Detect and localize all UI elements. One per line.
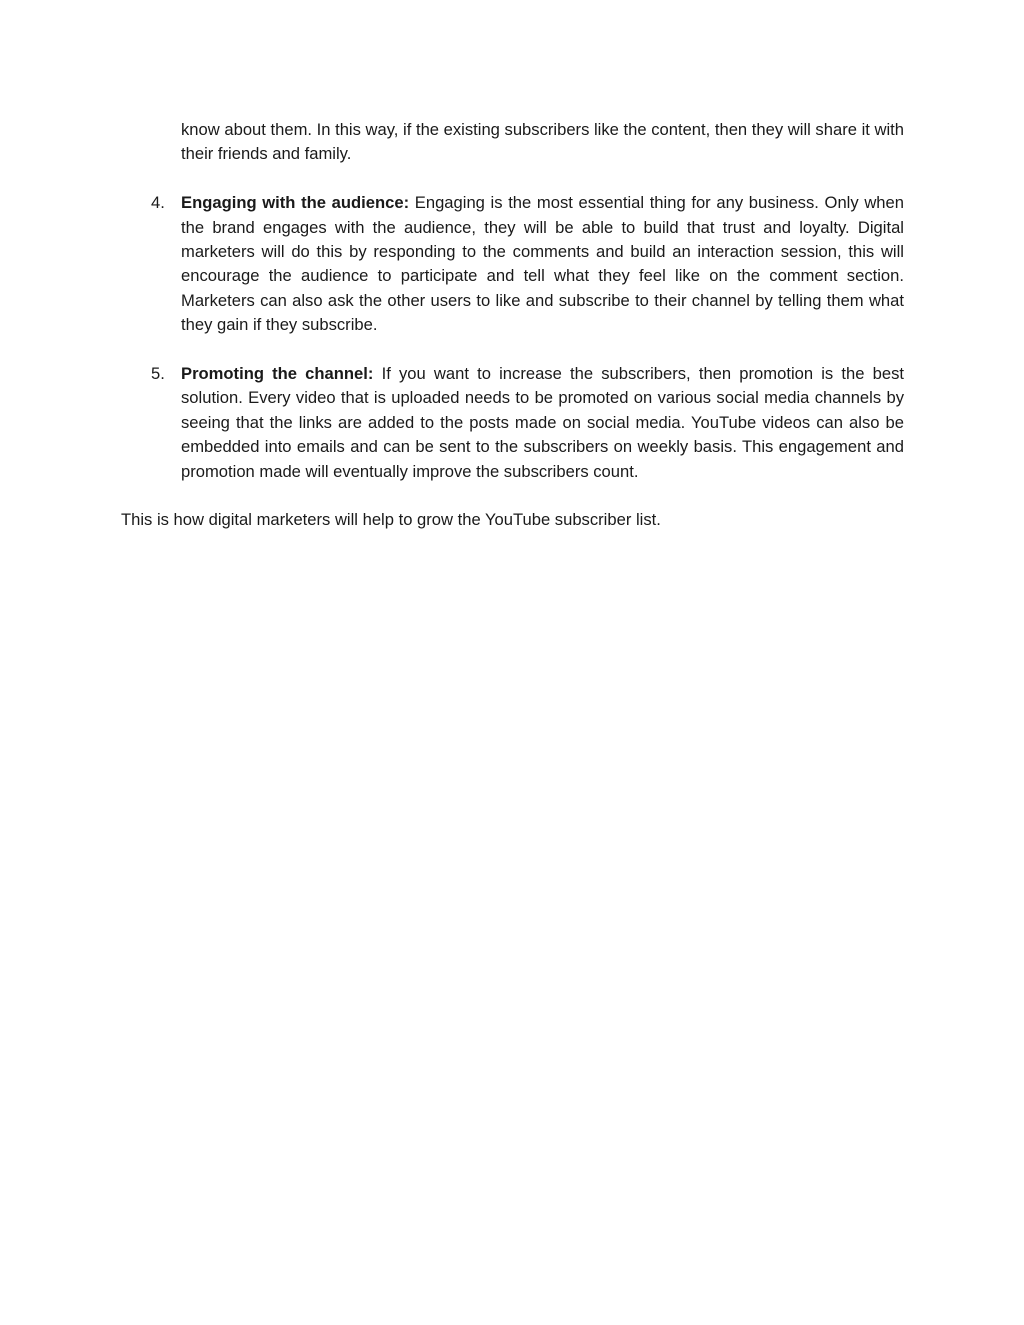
list-number: 4.	[151, 193, 165, 213]
list-item-heading: Engaging with the audience:	[181, 193, 410, 213]
list-number: 5.	[151, 364, 165, 384]
continuation-paragraph: know about them. In this way, if the existing subscribers like the content, then they will share it with their friends and family.	[181, 120, 904, 164]
list-item-promoting	[151, 362, 904, 484]
list-item-engaging	[151, 191, 904, 337]
list-item-heading: Promoting the channel:	[181, 364, 374, 384]
document-body	[121, 118, 904, 533]
closing-paragraph: This is how digital marketers will help to grow the YouTube subscriber list.	[121, 510, 661, 530]
list-item-text: Engaging is the most essential thing for any business. Only when the brand engages with the audience, they will be able to build that trust and loyalty. Digital marketers will do this by responding to the comments and build an interaction session, this will encourage the audience to participate and tell what they feel like on the comment section. Marketers can also ask the other users to like and subscribe to their channel by telling them what they gain if they subscribe.	[181, 193, 904, 335]
list-item-text: If you want to increase the subscribers, then promotion is the best solution. Every video that is uploaded needs to be promoted on various social media channels by seeing that the links are added to the posts made on social media. YouTube videos can also be embedded into emails and can be sent to the subscribers on weekly basis. This engagement and promotion made will eventually improve the subscribers count.	[181, 364, 904, 481]
